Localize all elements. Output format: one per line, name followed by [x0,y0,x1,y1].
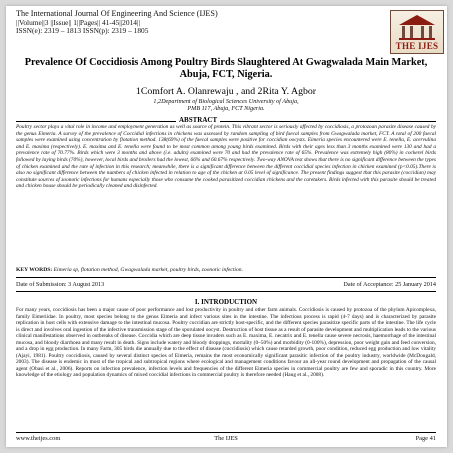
section-heading: I. INTRODUCTION [194,298,258,306]
dates-bottom-divider [16,291,436,292]
paper-authors: 1Comfort A. Olanrewaju , and 2Rita Y. Agbor [135,86,317,97]
dates-row [16,281,436,288]
logo-text: THE IJES [395,41,439,51]
keywords [16,267,436,273]
journal-name: The International Journal Of Engineering And Science (IJES) [16,9,218,18]
dates-top-divider [16,277,436,278]
journal-volume: ||Volume||3 ||Issue|| 1||Pages|| 41-45||2014|| [16,17,140,27]
logo-emblem-icon [391,11,443,43]
submission-date: Date of Submission: 3 August 2013 [16,281,105,288]
footer-website-link[interactable]: www.theijes.com [16,435,61,442]
introduction-text: For many years, coccidiosis has been a major cause of poor performance and lost productivity in poultry and other farm animals. Coccidiosis is caused by protozoa of the phylum Apicomplexa, family Eimeriidae. In poultry, most species belong to the genus Eimeria and infect various sites in the intestine. The infectious process is rapid (4-7 days) and is characterized by parasite replication in host cells with extensive damage to the intestinal mucosa. Poultry coccidian are strictly host-specific, and the different species parasitize specific parts of the intestine. The life cycle is direct and involves oral ingestion of the infective transmission stage of the sporulated oocyst. Destruction of host tissue as a result of parasite development and multiplication leads to the various clinical manifestations observed in outbreaks of disease. Coccidia which are deep tissue invaders such as E. maxima, E. necatrix and E. tenella cause severe necrosis, haemorrhage of the intestinal mucosa, and bloody diarrhoea and many result in death. Signs include watery and bloody droppings, mortality (0–50%) and morbidity (0-100%), depression, poor weight gain and feed conversion, and a drop in egg production. In many Farm, 305 birds die annually due to the effect of disease (coccidiosis) which cause retarded growth, poor condition, reduced egg production and low vitality (Ajayi, 1981). Poultry coccidiosis, caused by several distinct species of Eimeria, remains the most economically significant parasitic infection of the poultry industry, worldwide (McDougald, 2003). The disease is endemic in most of the tropical and subtropical regions where ecological and management conditions favour an all-year round development and propagation of the causal agent (Obasi et al., 2006). Reports on infection prevalence, infection levels and frequencies of the different Eimeria species in commercial poultry are few and sporadic in this country. More knowledge of the etiology and population dynamics of mixed coccidial infections in commercial poultry is therefore needed (Haug et al., 2008). [16,307,436,379]
abstract-text: Poultry sector plays a vital role in income and employment generation as well as source of protein. This vibrant sector is seriously affected by coccidiosis, a protozoan parasite disease caused by the genus Eimeria. A survey of the prevalence of Coccidial infections in chickens was assessed by random sampling of bird faecal samples from Gwagwalada market, FCT. A total of 200 faecal samples were examined using concentration by flotation method. 138(69%) of the faecal samples were positive for coccidian oocysts. Eimeria species encountered were E. tenella, E. acervulina and E. maxima (respectively). E. maxima and E. tenella were found to be most common among young birds examined. Birds with their ages less than 3 months examined were 130 and had a prevalence rate of 70.77%. Birds which were 3 months and above (i.e. adults) examined were 70 and had the prevalence rate of 65%. Prevalence was extremely high (80%) in cockerel birds followed by laying birds (70%), however, local birds and broilers had the lowest, 66% and 60.67% respectively. Two-way ANOVA test shows that there is no significant difference between the types of chicken examined and the rate of infection in this research; meanwhile, there is a significant difference between the different coccidial species infection in chicken examined (p<0.05).There is also no significant difference between the numbers of chicken infected in relation to age of the chicken at 0.05 level of significance. The present findings suggest that this parasite (coccidian) may constitute sources of zoonotic infections for humans especially those who consume the cooked parasitized coccidian chickens and the caretakers. Birds infected with this parasite should be treated and chicken house should be periodically cleaned and disinfected. [16,124,436,190]
footer-page-number: Page 41 [415,435,436,442]
keywords-text: Eimeria sp, flotation method, Gwagwalada market, poultry birds, zoonotic infection. [53,267,243,273]
journal-issn: ISSN(e): 2319 – 1813 ISSN(p): 2319 – 1805 [16,26,149,36]
abstract-divider [16,121,436,122]
acceptance-date: Date of Acceptance: 25 January 2014 [343,281,436,288]
keywords-label: KEY WORDS: [16,267,53,273]
footer-journal: The IJES [214,435,238,442]
footer-divider [16,432,436,433]
author-affiliation [20,98,432,112]
affiliation-line-2: PMB 117, Abuja, FCT Nigeria. [187,105,265,113]
paper-title: Prevalence Of Coccidiosis Among Poultry Birds Slaughtered At Gwagwalada Main Market, Abuja, FCT, Nigeria. [24,57,428,80]
paper-page [6,6,447,447]
affiliation-line-1: 1,2Department of Biological Sciences University of Abuja, [153,98,299,105]
abstract-heading: ABSTRACT [176,116,220,124]
journal-logo [390,10,444,54]
journal-header [16,10,346,36]
page-footer [16,435,436,442]
